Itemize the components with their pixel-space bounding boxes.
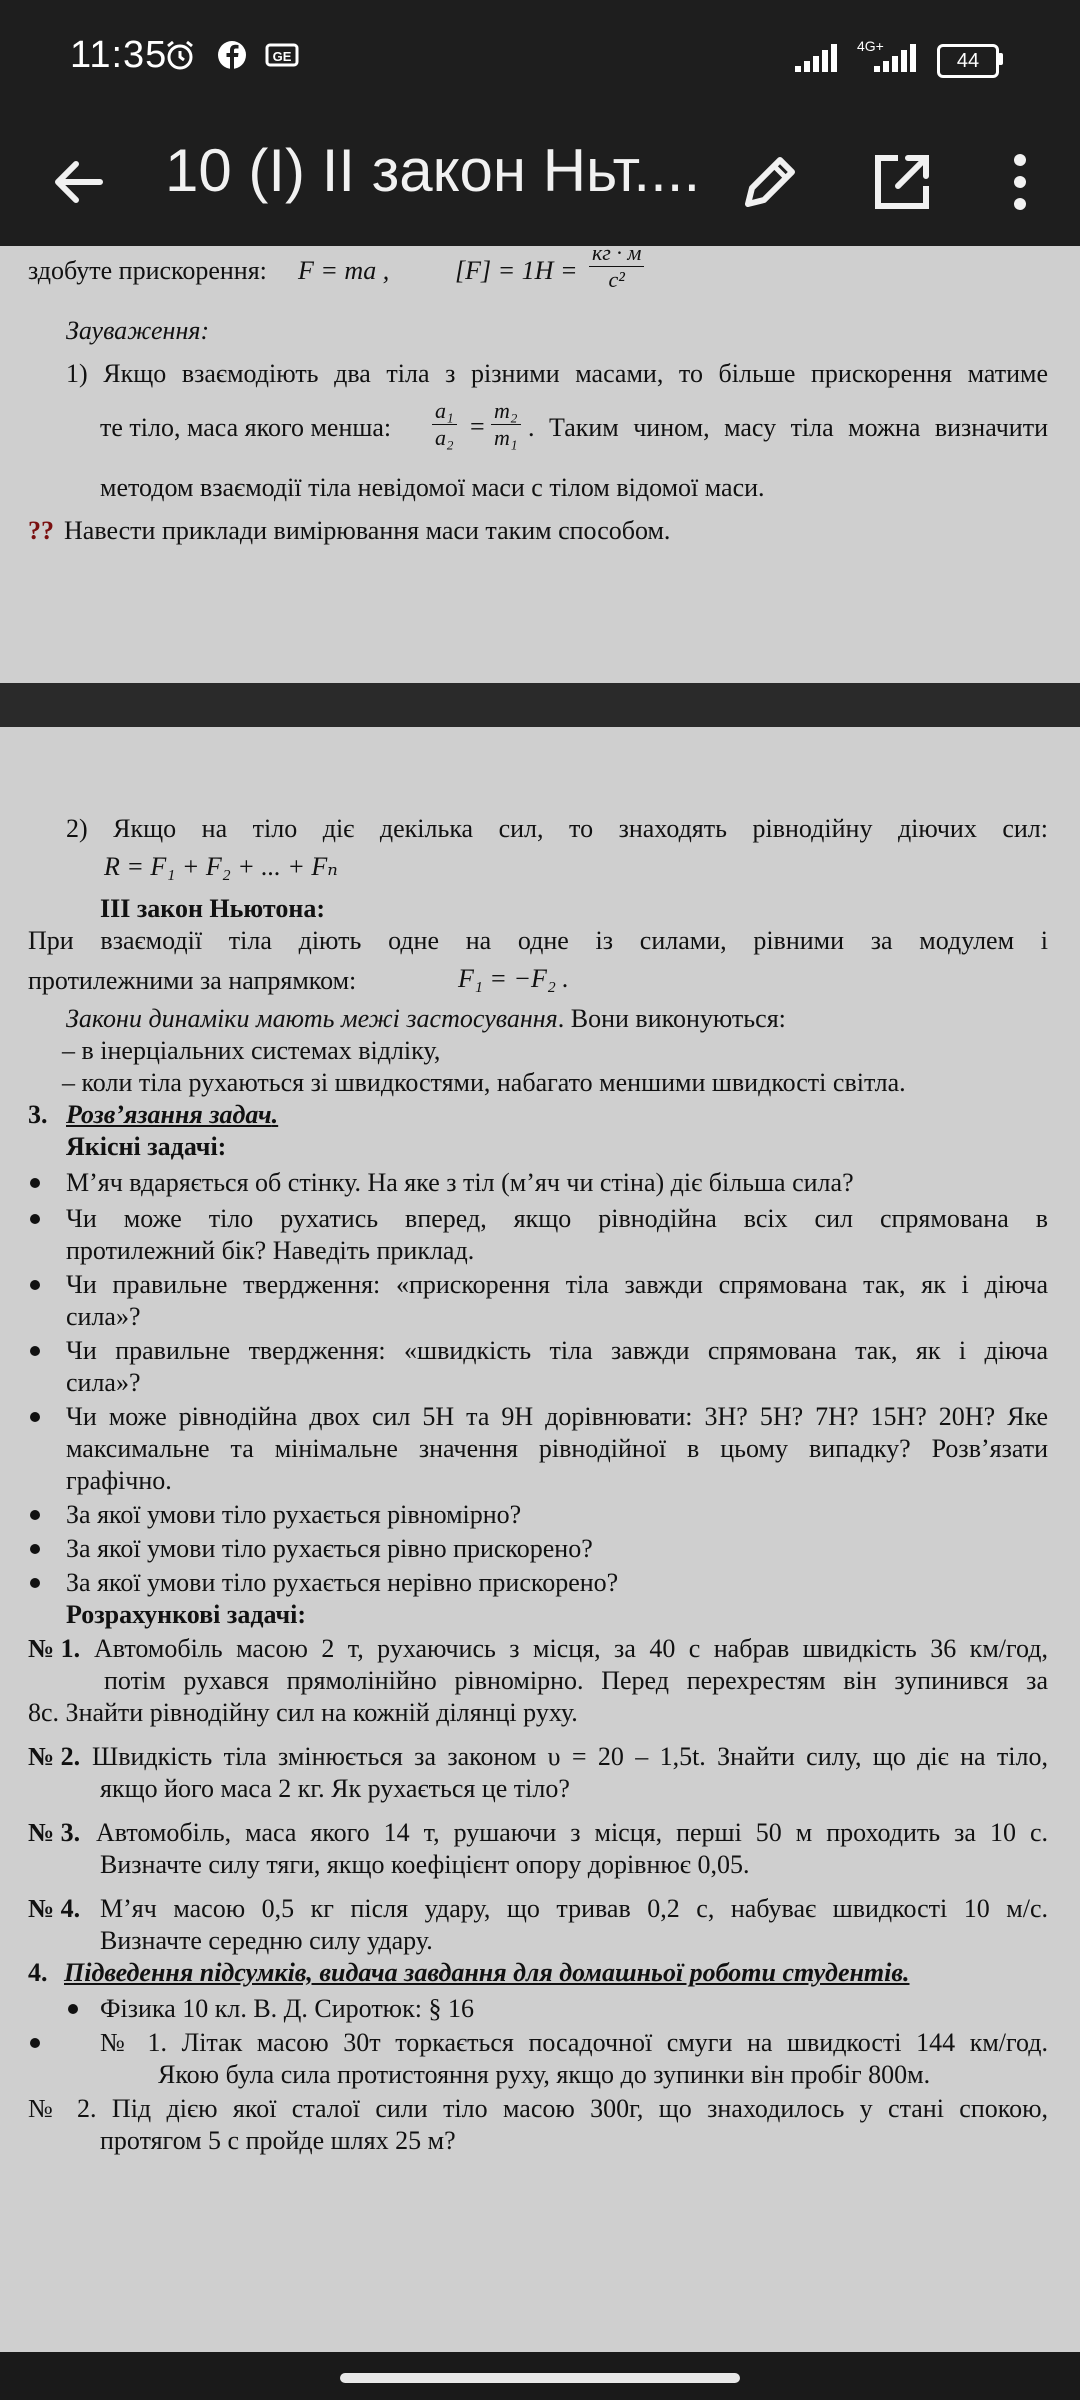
home-gesture-handle[interactable] bbox=[340, 2373, 740, 2383]
qual-task-6: За якої умови тіло рухається рівномірно? bbox=[66, 1500, 522, 1529]
qual-task-2-line-2: протилежний бік? Наведіть приклад. bbox=[66, 1236, 475, 1265]
problem-3-line-2: Визначте силу тяги, якщо коефіцієнт опору дорівнює 0,05. bbox=[100, 1850, 750, 1879]
problem-4-line-1: М’яч масою 0,5 кг після удару, що тривав 0,2 с, набуває швидкості 10 м/с. bbox=[100, 1894, 1048, 1923]
resultant-formula: R = F₁ + F₂ + ... + Fₙ bbox=[104, 852, 338, 881]
qual-task-5-line-3: графічно. bbox=[66, 1466, 172, 1495]
ratio-m bbox=[491, 398, 521, 451]
unit-numerator: кг · м bbox=[589, 240, 644, 267]
accel-text: здобуте прискорення: bbox=[28, 256, 267, 285]
remark-1-line-1: 1) Якщо взаємодіють два тіла з різними масами, то більше прискорення матиме bbox=[66, 359, 1048, 388]
qual-task-5-line-2: максимальне та мінімальне значення рівнодійної в цьому випадку? Розв’язати bbox=[66, 1434, 1048, 1463]
alarm-icon bbox=[163, 38, 197, 72]
problem-1-line-2: потім рухався прямолінійно рівномірно. Перед перехрестям він зупинився за bbox=[104, 1666, 1048, 1695]
problem-2-line-2: якщо його маса 2 кг. Як рухається це тіло? bbox=[100, 1774, 570, 1803]
bullet bbox=[30, 1280, 40, 1290]
homework-2-line-2: Якою була сила протистояння руху, якщо до зупинки він пробіг 800м. bbox=[158, 2060, 931, 2089]
problem-4-line-2: Визначте середню силу удару. bbox=[100, 1926, 433, 1955]
formula-force: F = ma , bbox=[298, 256, 390, 285]
limit-item-1: – в інерціальних системах відліку, bbox=[62, 1036, 441, 1065]
qual-task-2-line-1: Чи може тіло рухатись вперед, якщо рівнодійна всіх сил спрямована в bbox=[66, 1204, 1048, 1233]
problem-4-number: № 4. bbox=[28, 1894, 81, 1923]
problem-2-line-1: Швидкість тіла змінюється за законом υ = 20 – 1,5t. Знайти силу, що діє на тіло, bbox=[92, 1742, 1048, 1771]
more-options-icon[interactable] bbox=[980, 142, 1060, 222]
limits-line bbox=[66, 1003, 786, 1035]
page-gap bbox=[0, 683, 1080, 727]
bullet bbox=[30, 1510, 40, 1520]
status-bar bbox=[0, 0, 1080, 118]
problem-1-line-3: 8с. Знайти рівнодійну сил на кожній ділянці руху. bbox=[28, 1698, 578, 1727]
app-bar bbox=[0, 118, 1080, 246]
facebook-icon bbox=[215, 38, 249, 72]
section-3-title-text: Розв’язання задач bbox=[66, 1100, 272, 1129]
section-3-title: Розв’язання задач. bbox=[66, 1100, 279, 1129]
document-page-1 bbox=[0, 240, 1080, 683]
battery-indicator: 44 bbox=[937, 44, 999, 78]
problem-1-line-1: Автомобіль масою 2 т, рухаючись з місця, за 40 с набрав швидкість 36 км/год, bbox=[94, 1634, 1048, 1663]
m1: m₁ bbox=[494, 425, 518, 450]
unit-fraction bbox=[589, 240, 644, 293]
question-marks: ?? bbox=[28, 516, 54, 545]
remarks-heading: Зауваження: bbox=[66, 316, 210, 345]
document-page-2 bbox=[0, 727, 1080, 2352]
a2: a₂ bbox=[435, 425, 454, 450]
ratio-a bbox=[432, 398, 457, 451]
problem-1-number: № 1. bbox=[28, 1634, 81, 1663]
homework-3-line-1: № 2. Під дією якої сталої сили тіло масою 300г, що знаходилось у стані спокою, bbox=[28, 2094, 1048, 2123]
third-law-line-1: При взаємодії тіла діють одне на одне із силами, рівними за модулем і bbox=[28, 926, 1048, 955]
homework-1: Фізика 10 кл. В. Д. Сиротюк: § 16 bbox=[100, 1994, 474, 2023]
qual-task-3-line-2: сила»? bbox=[66, 1302, 141, 1331]
limits-italic: Закони динаміки мають межі застосування bbox=[66, 1004, 558, 1033]
qual-task-8: За якої умови тіло рухається нерівно прискорено? bbox=[66, 1568, 619, 1597]
problem-2-number: № 2. bbox=[28, 1742, 81, 1771]
limit-item-2: – коли тіла рухаються зі швидкостями, набагато меншими швидкості світла. bbox=[62, 1068, 906, 1097]
section-3-number: 3. bbox=[28, 1100, 48, 1129]
section-4-title: Підведення підсумків, видача завдання для домашньої роботи студентів. bbox=[64, 1958, 910, 1987]
qual-task-7: За якої умови тіло рухається рівно прискорено? bbox=[66, 1534, 593, 1563]
homework-3-line-2: протягом 5 с пройде шлях 25 м? bbox=[100, 2126, 456, 2155]
svg-text:GE: GE bbox=[272, 49, 292, 64]
third-law-formula: F₁ = −F₂ . bbox=[458, 964, 569, 993]
bullet bbox=[30, 1178, 40, 1188]
remark-1-line-2b: . Таким чином, масу тіла можна визначити bbox=[528, 413, 1048, 442]
battery-tip bbox=[998, 53, 1003, 65]
signal-icon bbox=[795, 40, 843, 74]
section-4-number: 4. bbox=[28, 1958, 48, 1987]
signal-4g-icon bbox=[858, 40, 926, 74]
remark-2-line-1: 2) Якщо на тіло діє декілька сил, то знаходять рівнодійну діючих сил: bbox=[66, 814, 1048, 843]
bullet bbox=[30, 2038, 40, 2048]
remark-1-line-3: методом взаємодії тіла невідомої маси с тілом відомої маси. bbox=[100, 473, 765, 502]
network-type: 4G+ bbox=[857, 38, 884, 54]
status-time: 11:35 bbox=[70, 34, 168, 76]
limits-rest: . Вони виконуються: bbox=[557, 1004, 786, 1033]
back-arrow-icon[interactable] bbox=[38, 142, 118, 222]
bullet bbox=[30, 1544, 40, 1554]
qual-task-3-line-1: Чи правильне твердження: «прискорення тіла завжди спрямована так, як і діюча bbox=[66, 1270, 1048, 1299]
calc-heading: Розрахункові задачі: bbox=[66, 1600, 306, 1629]
bullet bbox=[30, 1214, 40, 1224]
remark-1-line-2: те тіло, маса якого менша: bbox=[100, 413, 392, 442]
qual-task-1: М’яч вдаряється об стінку. На яке з тіл (м’яч чи стіна) діє більша сила? bbox=[66, 1168, 854, 1197]
bullet bbox=[30, 1346, 40, 1356]
qual-task-4-line-2: сила»? bbox=[66, 1368, 141, 1397]
edit-pencil-icon[interactable] bbox=[730, 142, 810, 222]
equals-sign: = bbox=[470, 412, 485, 441]
qual-task-4-line-1: Чи правильне твердження: «швидкість тіла завжди спрямована так, як і діюча bbox=[66, 1336, 1048, 1365]
document-title: 10 (I) II закон Ньт.... bbox=[165, 137, 701, 204]
bullet bbox=[68, 2004, 78, 2014]
formula-unit: [F] = 1H = bbox=[455, 256, 578, 285]
homework-2-line-1: № 1. Літак масою 30т торкається посадочної смуги на швидкості 144 км/год. bbox=[100, 2028, 1048, 2057]
qual-task-5-line-1: Чи може рівнодійна двох сил 5Н та 9Н дорівнювати: 3Н? 5Н? 7Н? 15Н? 20Н? Яке bbox=[66, 1402, 1048, 1431]
open-external-icon[interactable] bbox=[862, 142, 942, 222]
qualitative-heading: Якісні задачі: bbox=[66, 1132, 227, 1161]
third-law-line-2: протилежними за напрямком: bbox=[28, 966, 357, 995]
bullet bbox=[30, 1412, 40, 1422]
problem-3-line-1: Автомобіль, маса якого 14 т, рушаючи з місця, перші 50 м проходить за 10 с. bbox=[96, 1818, 1048, 1847]
unit-denominator: с² bbox=[608, 267, 625, 292]
a1: a₁ bbox=[432, 398, 457, 425]
gmail-icon bbox=[264, 38, 300, 72]
third-law-heading: III закон Ньютона: bbox=[100, 894, 325, 923]
question-text: Навести приклади вимірювання маси таким способом. bbox=[64, 516, 671, 545]
problem-3-number: № 3. bbox=[28, 1818, 81, 1847]
m2: m₂ bbox=[491, 398, 521, 425]
bullet bbox=[30, 1578, 40, 1588]
